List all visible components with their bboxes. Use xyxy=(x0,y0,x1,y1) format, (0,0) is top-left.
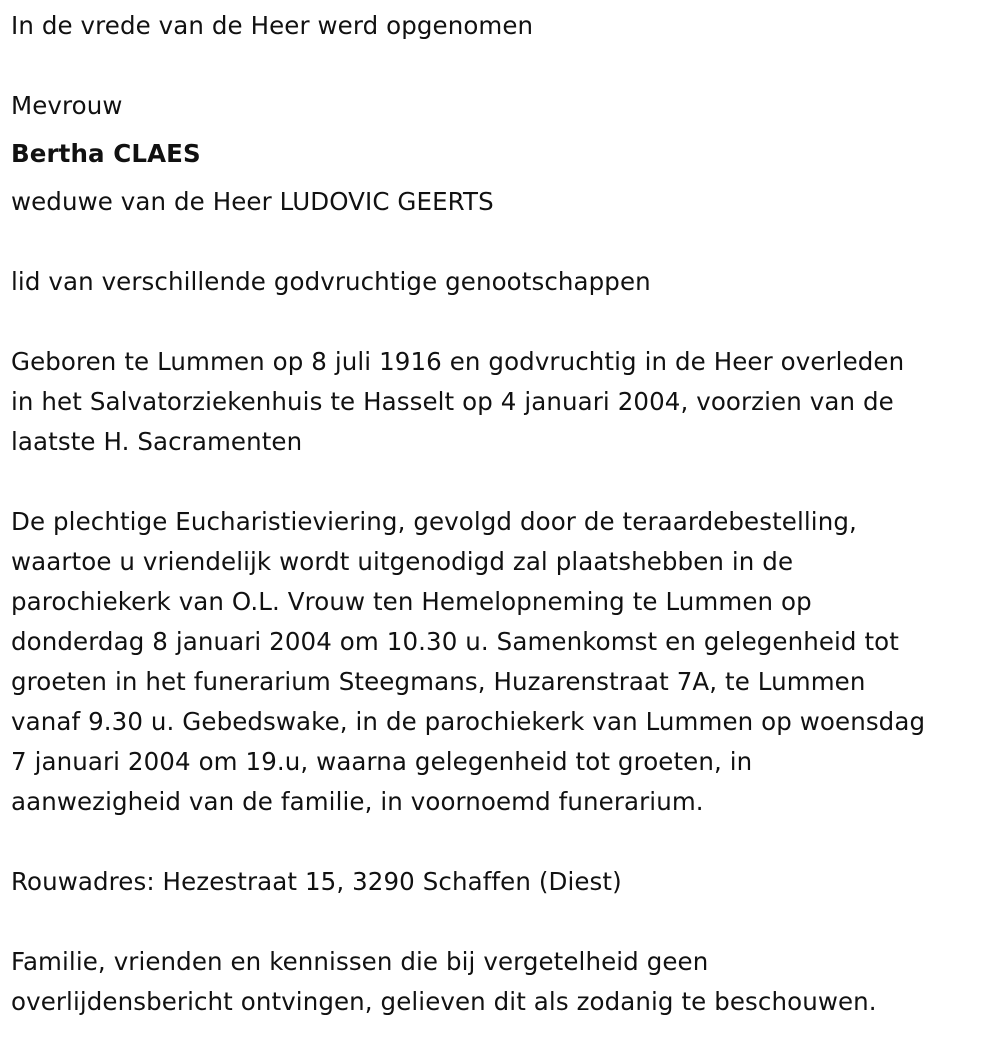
membership-text: lid van verschillende godvruchtige genootschappen xyxy=(11,267,651,296)
spacer xyxy=(11,822,996,862)
relation-text: weduwe van de Heer LUDOVIC GEERTS xyxy=(11,187,494,216)
spacer xyxy=(11,126,996,134)
spacer xyxy=(11,46,996,86)
paragraph-line: 7 januari 2004 om 19.u, waarna gelegenheid tot groeten, in xyxy=(11,747,753,776)
spacer xyxy=(11,302,996,342)
intro-text: In de vrede van de Heer werd opgenomen xyxy=(11,11,534,40)
spacer xyxy=(11,222,996,262)
paragraph-line: waartoe u vriendelijk wordt uitgenodigd zal plaatshebben in de xyxy=(11,547,794,576)
paragraph-line: donderdag 8 januari 2004 om 10.30 u. Samenkomst en gelegenheid tot xyxy=(11,627,899,656)
paragraph-line: in het Salvatorziekenhuis te Hasselt op 4 januari 2004, voorzien van de xyxy=(11,387,894,416)
paragraph-line: groeten in het funerarium Steegmans, Huzarenstraat 7A, te Lummen xyxy=(11,667,866,696)
closing-paragraph xyxy=(11,942,996,1022)
paragraph-line: laatste H. Sacramenten xyxy=(11,427,303,456)
spacer xyxy=(11,462,996,502)
paragraph-line: Geboren te Lummen op 8 juli 1916 en godvruchtig in de Heer overleden xyxy=(11,347,905,376)
death-notice xyxy=(11,6,996,1022)
paragraph-line: overlijdensbericht ontvingen, gelieven dit als zodanig te beschouwen. xyxy=(11,987,877,1016)
spacer xyxy=(11,902,996,942)
mourning-address: Rouwadres: Hezestraat 15, 3290 Schaffen (Diest) xyxy=(11,867,622,896)
spacer xyxy=(11,174,996,182)
paragraph-line: De plechtige Eucharistieviering, gevolgd door de teraardebestelling, xyxy=(11,507,857,536)
paragraph-line: parochiekerk van O.L. Vrouw ten Hemelopneming te Lummen op xyxy=(11,587,812,616)
paragraph-line: Familie, vrienden en kennissen die bij vergetelheid geen xyxy=(11,947,709,976)
deceased-name: Bertha CLAES xyxy=(11,139,201,168)
salutation: Mevrouw xyxy=(11,91,123,120)
paragraph-line: vanaf 9.30 u. Gebedswake, in de parochiekerk van Lummen op woensdag xyxy=(11,707,926,736)
ceremony-paragraph xyxy=(11,502,996,822)
birth-death-paragraph xyxy=(11,342,996,462)
paragraph-line: aanwezigheid van de familie, in voornoemd funerarium. xyxy=(11,787,704,816)
